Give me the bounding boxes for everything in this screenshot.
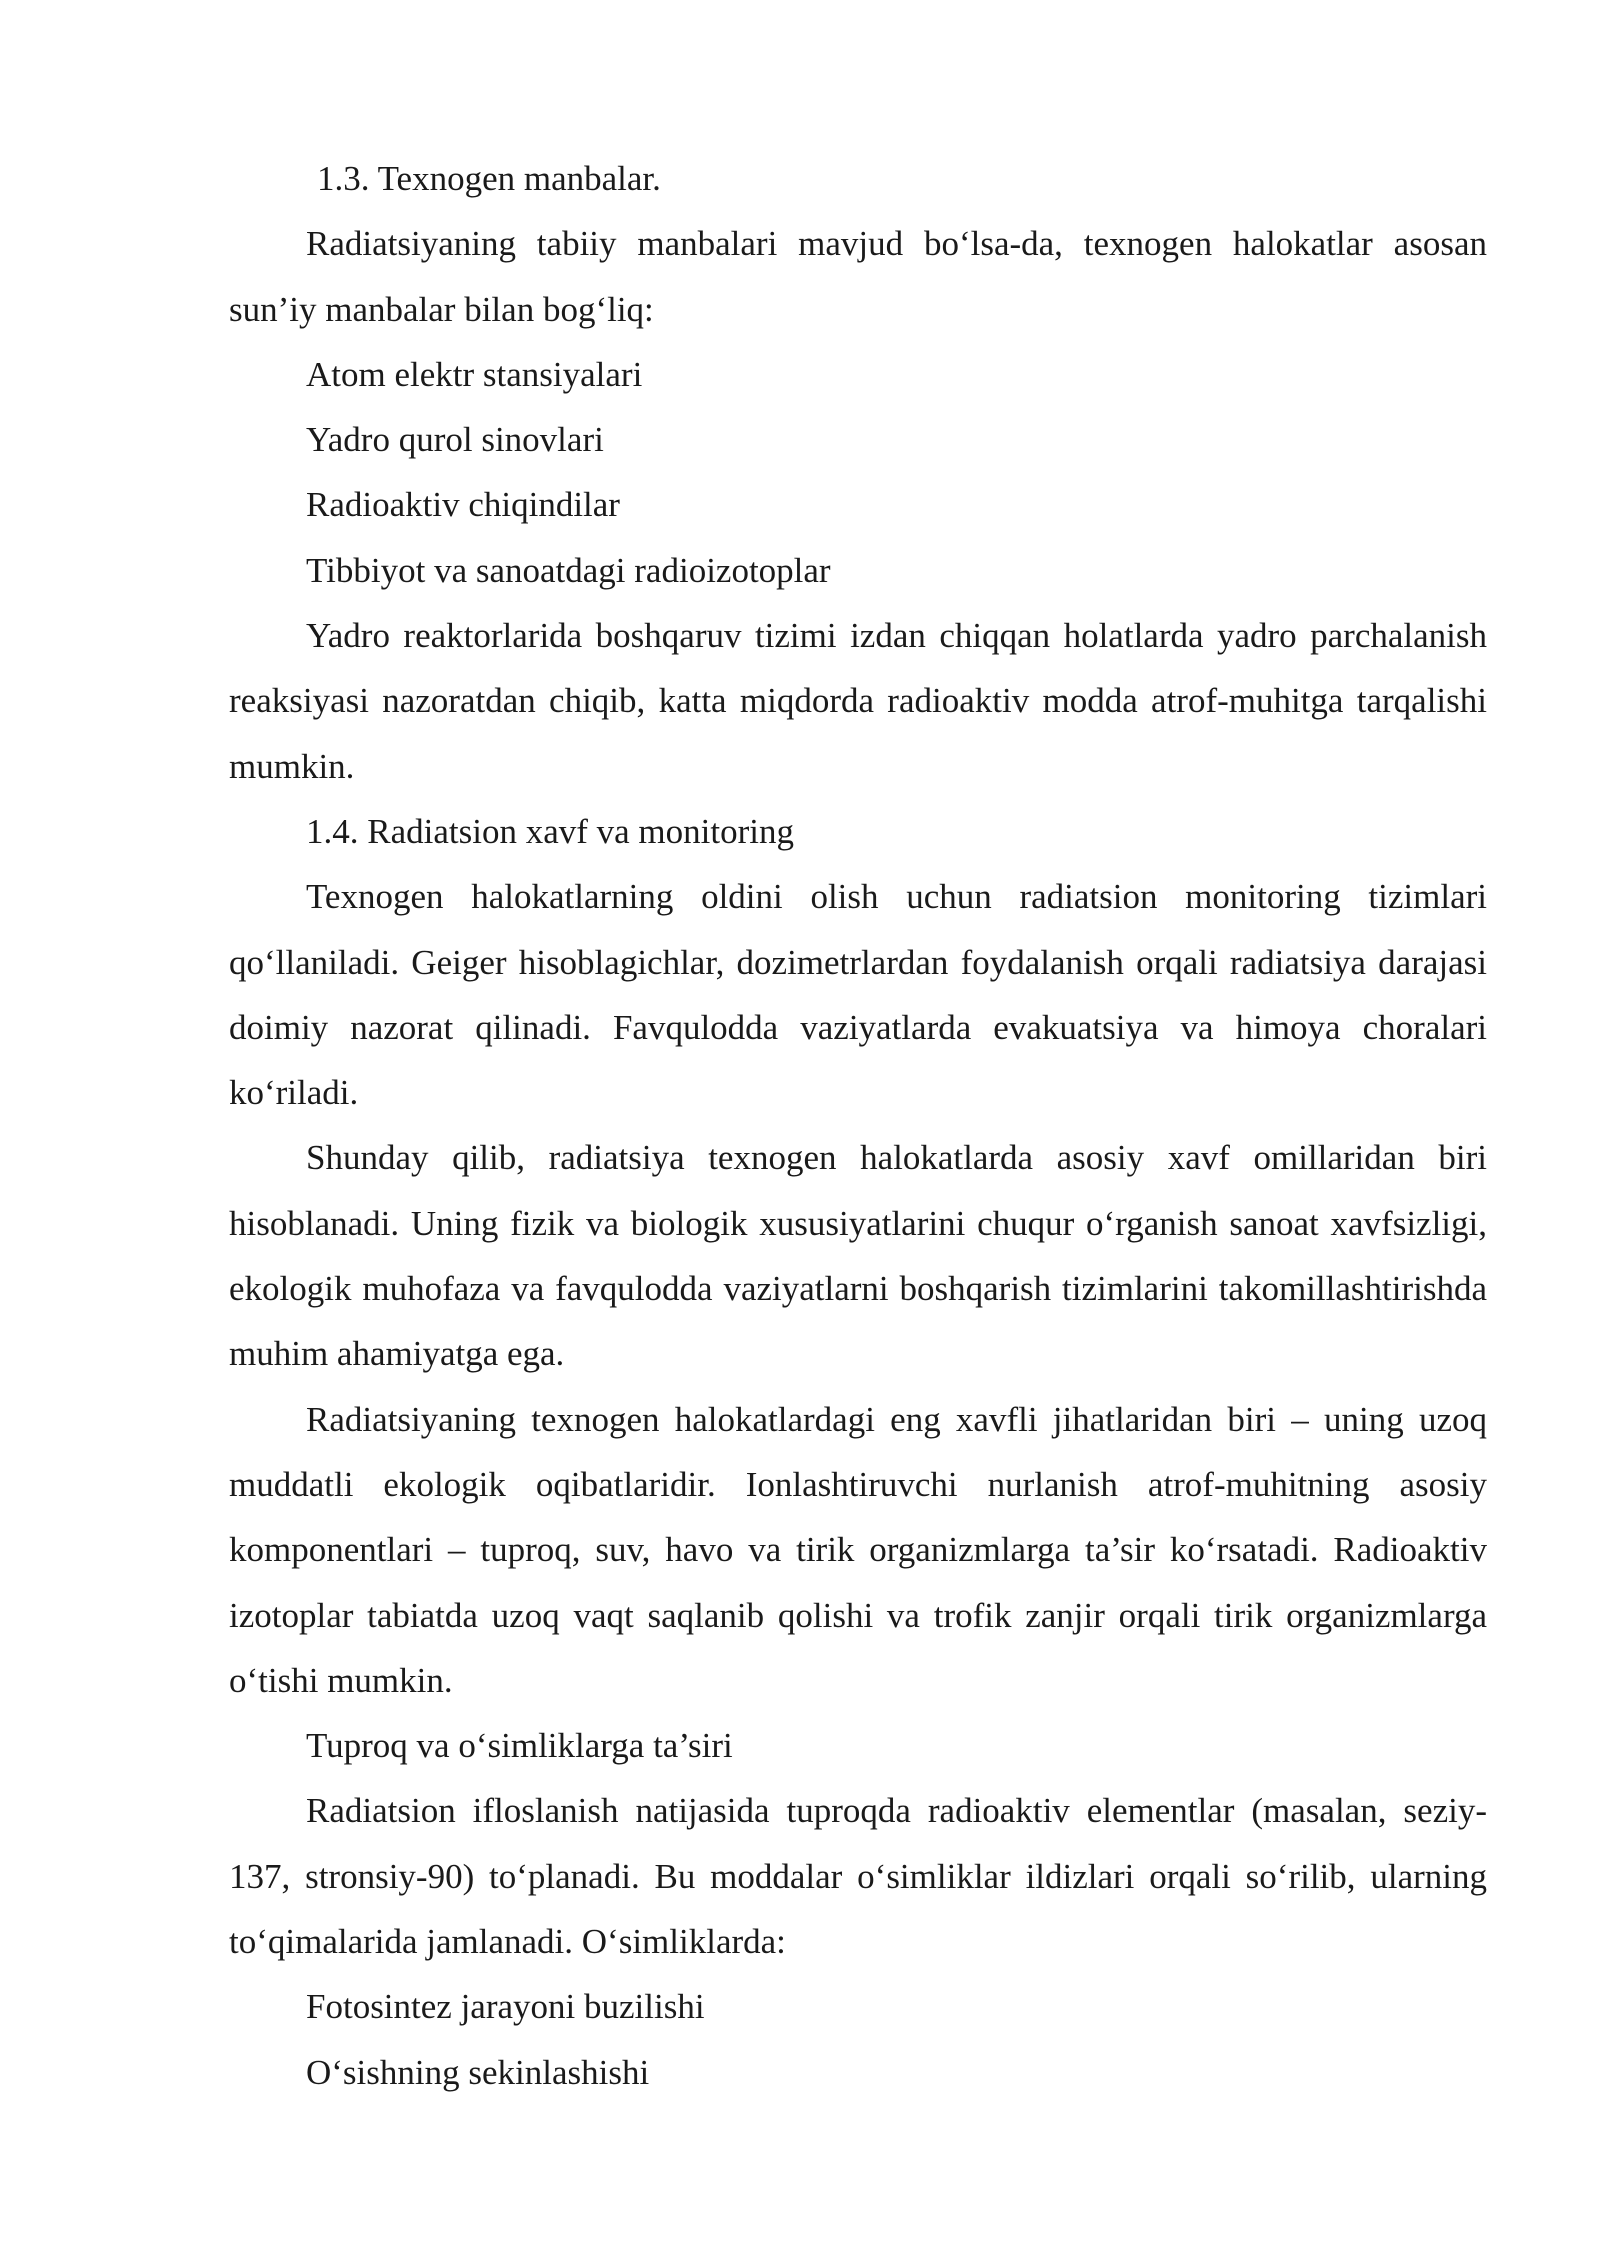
ecology-paragraph: Radiatsiyaning texnogen halokatlardagi eng xavfli jihatlaridan biri – uning uzoq muddatli ekologik oqibatlaridir. Ionlashtiruvchi nurlanish atrof-muhitning asosiy komponentlari – tuproq, suv, havo va tirik organizmlarga ta’sir ko‘rsatadi. Radioaktiv izotoplar tabiatda uzoq vaqt saqlanib qolishi va trofik zanjir orqali tirik organizmlarga o‘tishi mumkin. (229, 1399, 1487, 1700)
section-heading-1-3: 1.3. Texnogen manbalar. (317, 159, 661, 198)
section-heading-1-4: 1.4. Radiatsion xavf va monitoring (306, 811, 794, 851)
soil-heading: Tuproq va o‘simliklarga ta’siri (306, 1726, 733, 1766)
source-item-nuclear-power-plants: Atom elektr stansiyalari (306, 354, 643, 394)
soil-paragraph: Radiatsion ifloslanish natijasida tuproqda radioaktiv elementlar (masalan, seziy-137, stronsiy-90) to‘planadi. Bu moddalar o‘simliklar ildizlari orqali so‘rilib, ularning to‘qimalarida jamlanadi. O‘simliklarda: (229, 1791, 1487, 1962)
source-item-weapon-tests: Yadro qurol sinovlari (306, 420, 604, 460)
conclusion-paragraph: Shunday qilib, radiatsiya texnogen halokatlarda asosiy xavf omillaridan biri hisoblanadi. Uning fizik va biologik xususiyatlarini chuqur o‘rganish sanoat xavfsizligi, ekologik muhofaza va favqulodda vaziyatlarni boshqarish tizimlarini takomillashtirishda muhim ahamiyatga ega. (229, 1138, 1487, 1374)
source-item-radioisotopes: Tibbiyot va sanoatdagi radioizotoplar (306, 550, 831, 590)
monitoring-paragraph: Texnogen halokatlarning oldini olish uchun radiatsion monitoring tizimlari qo‘llaniladi. Geiger hisoblagichlar, dozimetrlardan foydalanish orqali radiatsiya darajasi doimiy nazorat qilinadi. Favqulodda vaziyatlarda evakuatsiya va himoya choralari ko‘riladi. (229, 877, 1487, 1113)
intro-paragraph: Radiatsiyaning tabiiy manbalari mavjud bo‘lsa-da, texnogen halokatlar asosan sun’iy manbalar bilan bog‘liq: (229, 224, 1487, 329)
plant-effect-item-photosynthesis: Fotosintez jarayoni buzilishi (306, 1987, 705, 2027)
document-page (229, 146, 1487, 2105)
reactor-paragraph: Yadro reaktorlarida boshqaruv tizimi izdan chiqqan holatlarda yadro parchalanish reaksiyasi nazoratdan chiqib, katta miqdorda radioaktiv modda atrof-muhitga tarqalishi mumkin. (229, 616, 1487, 786)
source-item-radioactive-waste: Radioaktiv chiqindilar (306, 485, 620, 525)
plant-effect-item-growth: O‘sishning sekinlashishi (306, 2052, 650, 2092)
